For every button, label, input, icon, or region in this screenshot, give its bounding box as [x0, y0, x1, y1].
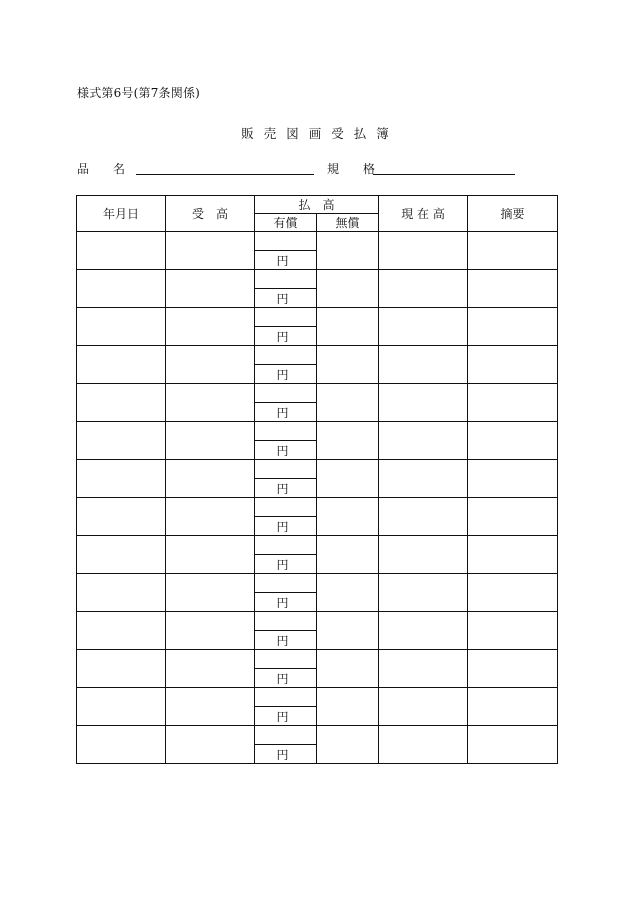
- date-cell[interactable]: [77, 346, 166, 384]
- received-cell[interactable]: [166, 232, 255, 270]
- received-cell[interactable]: [166, 650, 255, 688]
- free-cell[interactable]: [317, 498, 379, 536]
- spec-label: 規 格: [327, 162, 376, 176]
- paid-cell[interactable]: [255, 270, 317, 289]
- current-cell[interactable]: [379, 422, 468, 460]
- date-cell[interactable]: [77, 650, 166, 688]
- product-name-label: 品 名: [77, 162, 126, 176]
- current-cell[interactable]: [379, 270, 468, 308]
- received-cell[interactable]: [166, 726, 255, 764]
- notes-cell[interactable]: [468, 422, 558, 460]
- free-cell[interactable]: [317, 650, 379, 688]
- notes-cell[interactable]: [468, 612, 558, 650]
- date-cell[interactable]: [77, 498, 166, 536]
- paid-yen-cell[interactable]: 円: [255, 631, 317, 650]
- header-current: 現 在 高: [379, 196, 468, 232]
- date-cell[interactable]: [77, 422, 166, 460]
- received-cell[interactable]: [166, 460, 255, 498]
- received-cell[interactable]: [166, 270, 255, 308]
- current-cell[interactable]: [379, 688, 468, 726]
- table-row: [77, 536, 558, 555]
- free-cell[interactable]: [317, 460, 379, 498]
- notes-cell[interactable]: [468, 536, 558, 574]
- paid-cell[interactable]: [255, 232, 317, 251]
- free-cell[interactable]: [317, 536, 379, 574]
- paid-cell[interactable]: [255, 498, 317, 517]
- paid-yen-cell[interactable]: 円: [255, 745, 317, 764]
- document-title: 販売図画受払簿: [241, 126, 399, 141]
- current-cell[interactable]: [379, 346, 468, 384]
- paid-yen-cell[interactable]: 円: [255, 403, 317, 422]
- current-cell[interactable]: [379, 498, 468, 536]
- paid-yen-cell[interactable]: 円: [255, 669, 317, 688]
- current-cell[interactable]: [379, 536, 468, 574]
- current-cell[interactable]: [379, 650, 468, 688]
- spec-field[interactable]: [373, 174, 515, 175]
- form-number-label: 様式第6号(第7条関係): [77, 86, 201, 100]
- paid-yen-cell[interactable]: 円: [255, 593, 317, 612]
- paid-yen-cell[interactable]: 円: [255, 517, 317, 536]
- table-row: [77, 346, 558, 365]
- current-cell[interactable]: [379, 574, 468, 612]
- header-date: 年月日: [77, 196, 166, 232]
- header-paid-out: 払 高: [255, 196, 379, 214]
- table-row: [77, 650, 558, 669]
- received-cell[interactable]: [166, 688, 255, 726]
- paid-cell[interactable]: [255, 384, 317, 403]
- paid-yen-cell[interactable]: 円: [255, 441, 317, 460]
- received-cell[interactable]: [166, 308, 255, 346]
- current-cell[interactable]: [379, 308, 468, 346]
- paid-cell[interactable]: [255, 612, 317, 631]
- paid-yen-cell[interactable]: 円: [255, 555, 317, 574]
- header-free: 無償: [317, 214, 379, 232]
- free-cell[interactable]: [317, 346, 379, 384]
- product-name-field[interactable]: [136, 174, 314, 175]
- free-cell[interactable]: [317, 308, 379, 346]
- received-cell[interactable]: [166, 422, 255, 460]
- paid-cell[interactable]: [255, 346, 317, 365]
- paid-cell[interactable]: [255, 460, 317, 479]
- table-row: [77, 232, 558, 251]
- received-cell[interactable]: [166, 384, 255, 422]
- current-cell[interactable]: [379, 232, 468, 270]
- paid-yen-cell[interactable]: 円: [255, 327, 317, 346]
- notes-cell[interactable]: [468, 498, 558, 536]
- notes-cell[interactable]: [468, 726, 558, 764]
- table-row: [77, 612, 558, 631]
- date-cell[interactable]: [77, 460, 166, 498]
- table-row: [77, 688, 558, 707]
- paid-cell[interactable]: [255, 536, 317, 555]
- received-cell[interactable]: [166, 612, 255, 650]
- paid-yen-cell[interactable]: 円: [255, 289, 317, 308]
- date-cell[interactable]: [77, 384, 166, 422]
- received-cell[interactable]: [166, 498, 255, 536]
- notes-cell[interactable]: [468, 308, 558, 346]
- date-cell[interactable]: [77, 536, 166, 574]
- paid-cell[interactable]: [255, 688, 317, 707]
- notes-cell[interactable]: [468, 270, 558, 308]
- table-row: [77, 460, 558, 479]
- notes-cell[interactable]: [468, 384, 558, 422]
- table-row: [77, 384, 558, 403]
- current-cell[interactable]: [379, 384, 468, 422]
- notes-cell[interactable]: [468, 688, 558, 726]
- notes-cell[interactable]: [468, 460, 558, 498]
- paid-cell[interactable]: [255, 650, 317, 669]
- paid-cell[interactable]: [255, 308, 317, 327]
- header-paid: 有償: [255, 214, 317, 232]
- received-cell[interactable]: [166, 574, 255, 612]
- received-cell[interactable]: [166, 346, 255, 384]
- free-cell[interactable]: [317, 688, 379, 726]
- header-notes: 摘要: [468, 196, 558, 232]
- date-cell[interactable]: [77, 574, 166, 612]
- date-cell[interactable]: [77, 612, 166, 650]
- paid-cell[interactable]: [255, 574, 317, 593]
- paid-cell[interactable]: [255, 726, 317, 745]
- date-cell[interactable]: [77, 726, 166, 764]
- table-row: [77, 498, 558, 517]
- date-cell[interactable]: [77, 308, 166, 346]
- notes-cell[interactable]: [468, 574, 558, 612]
- date-cell[interactable]: [77, 688, 166, 726]
- paid-yen-cell[interactable]: 円: [255, 479, 317, 498]
- notes-cell[interactable]: [468, 232, 558, 270]
- notes-cell[interactable]: [468, 650, 558, 688]
- free-cell[interactable]: [317, 422, 379, 460]
- current-cell[interactable]: [379, 726, 468, 764]
- current-cell[interactable]: [379, 460, 468, 498]
- free-cell[interactable]: [317, 384, 379, 422]
- free-cell[interactable]: [317, 574, 379, 612]
- table-row: [77, 726, 558, 745]
- ledger-table: [76, 195, 558, 764]
- paid-yen-cell[interactable]: 円: [255, 707, 317, 726]
- table-row: [77, 270, 558, 289]
- free-cell[interactable]: [317, 270, 379, 308]
- date-cell[interactable]: [77, 232, 166, 270]
- ledger-body: [77, 232, 558, 764]
- notes-cell[interactable]: [468, 346, 558, 384]
- paid-yen-cell[interactable]: 円: [255, 251, 317, 270]
- date-cell[interactable]: [77, 270, 166, 308]
- table-row: [77, 422, 558, 441]
- free-cell[interactable]: [317, 612, 379, 650]
- paid-yen-cell[interactable]: 円: [255, 365, 317, 384]
- table-row: [77, 574, 558, 593]
- current-cell[interactable]: [379, 612, 468, 650]
- paid-cell[interactable]: [255, 422, 317, 441]
- free-cell[interactable]: [317, 726, 379, 764]
- free-cell[interactable]: [317, 232, 379, 270]
- table-row: [77, 308, 558, 327]
- received-cell[interactable]: [166, 536, 255, 574]
- header-received: 受 高: [166, 196, 255, 232]
